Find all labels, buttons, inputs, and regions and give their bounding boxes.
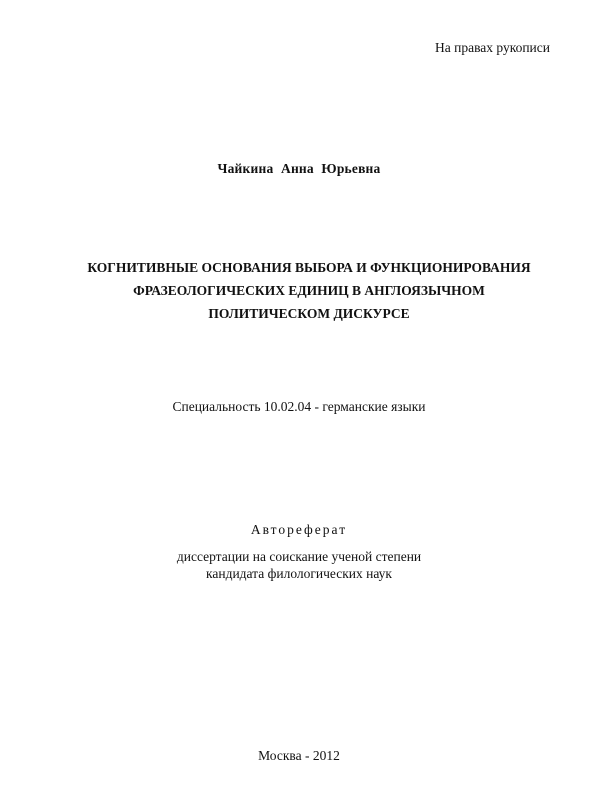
degree-line: диссертации на соискание ученой степени	[176, 549, 422, 564]
title-line: ФРАЗЕОЛОГИЧЕСКИХ ЕДИНИЦ В АНГЛОЯЗЫЧНОМ	[133, 283, 485, 298]
degree-description	[0, 548, 598, 582]
author-name: Чайкина Анна Юрьевна	[217, 161, 381, 176]
abstract-label: Автореферат	[250, 522, 348, 537]
title-line: КОГНИТИВНЫЕ ОСНОВАНИЯ ВЫБОРА И ФУНКЦИОНИРОВАНИЯ	[87, 260, 531, 275]
title-line: ПОЛИТИЧЕСКОМ ДИСКУРСЕ	[208, 306, 410, 321]
city-year: Москва - 2012	[258, 748, 340, 763]
specialty-line: Специальность 10.02.04 - германские языки	[172, 399, 426, 414]
dissertation-title	[40, 256, 578, 325]
rights-notice: На правах рукописи	[434, 40, 550, 55]
degree-line: кандидата филологических наук	[206, 566, 392, 581]
